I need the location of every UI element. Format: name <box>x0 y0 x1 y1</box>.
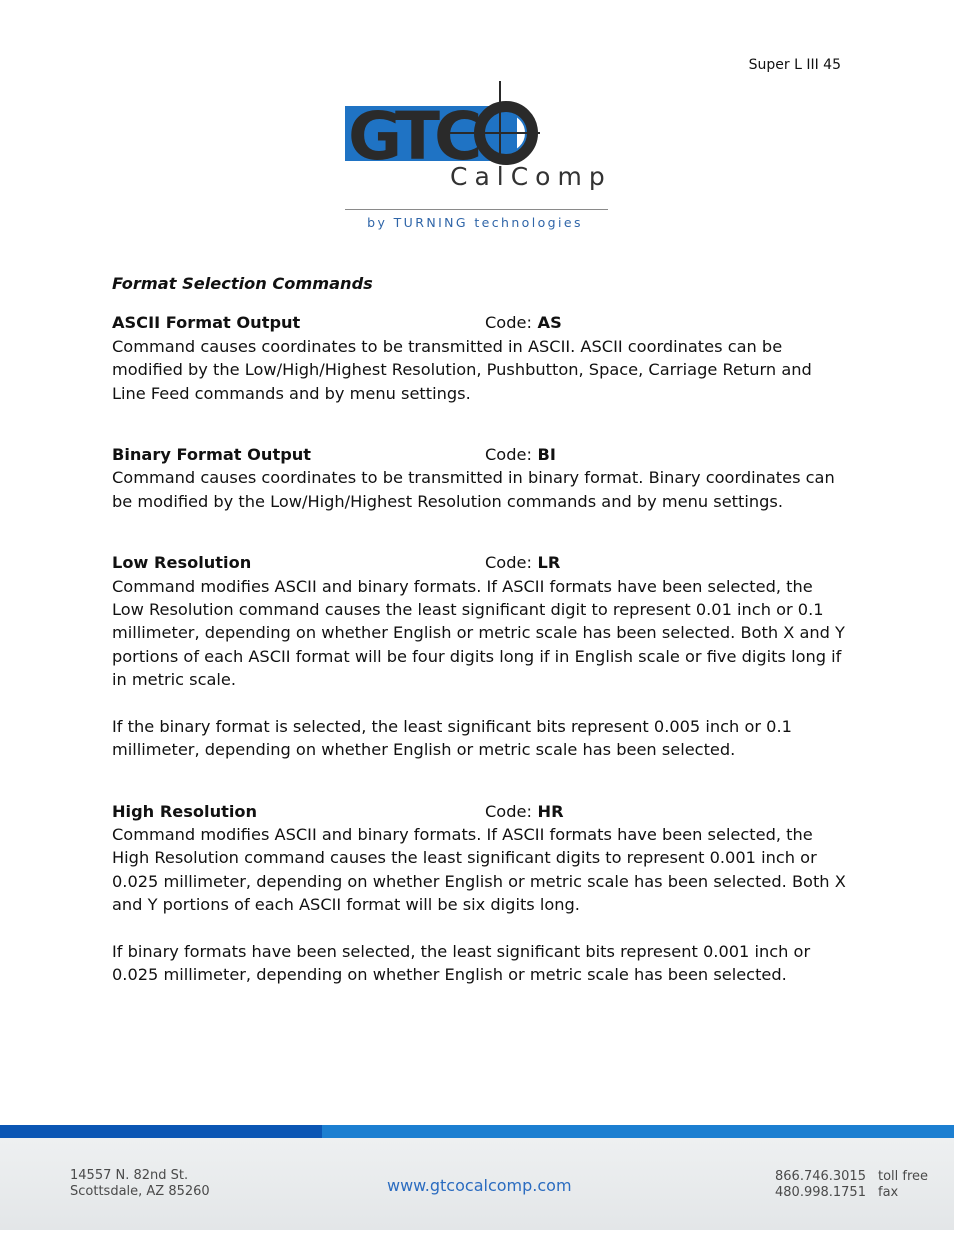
phone-number: 866.746.3015 <box>775 1169 866 1184</box>
command-binary-format <box>112 443 847 513</box>
command-description: Command modifies ASCII and binary formats. If ASCII formats have been selected, the High Resolution command causes the least significant digits to represent 0.001 inch or 0.025 millimeter, depending on whether English or metric scale has been selected. Both X and Y portions of each ASCII format will be six digits long. <box>112 824 846 915</box>
code-label: Code: <box>485 313 532 333</box>
command-description: Command modifies ASCII and binary formats. If ASCII formats have been selected, the Low Resolution command causes the least significant digit to represent 0.01 inch or 0.1 millimeter, depending on whether English or metric scale has been selected. Both X and Y portions of each ASCII format will be four digits long if in English scale or five digits long if in metric scale. <box>112 576 845 690</box>
logo-wordmark: CalComp <box>450 162 612 191</box>
document-body <box>112 272 847 986</box>
command-description: Command causes coordinates to be transmitted in binary format. Binary coordinates can be modified by the Low/High/Highest Resolution commands and by menu settings. <box>112 468 835 511</box>
command-name: High Resolution <box>112 801 258 821</box>
gtco-logo-mark <box>340 76 615 166</box>
code-label: Code: <box>485 801 532 821</box>
logo-divider <box>345 209 608 210</box>
command-code: AS <box>537 313 562 333</box>
footer-address <box>70 1168 210 1200</box>
phone-label: toll free <box>878 1169 929 1184</box>
command-code: HR <box>537 801 564 821</box>
command-code: LR <box>537 553 561 573</box>
page-number-label: Super L III 45 <box>748 57 841 73</box>
footer-phone-numbers <box>775 1169 866 1201</box>
footer-bar <box>0 1125 322 1138</box>
website-link[interactable]: www.gtcocalcomp.com <box>387 1176 572 1195</box>
command-description: If the binary format is selected, the least significant bits represent 0.005 inch or 0.1 millimeter, depending on whether English or metric scale has been selected. <box>112 716 792 760</box>
logo-tagline: by TURNING technologies <box>367 215 583 230</box>
command-description: Command causes coordinates to be transmitted in ASCII. ASCII coordinates can be modified by the Low/High/Highest Resolution, Pushbutton, Space, Carriage Return and Line Feed commands and by menu settings. <box>112 336 812 403</box>
command-name: ASCII Format Output <box>112 313 301 333</box>
command-high-resolution <box>112 800 847 987</box>
page-footer <box>0 1125 954 1235</box>
command-low-resolution <box>112 551 847 761</box>
code-label: Code: <box>485 445 532 465</box>
command-description: If binary formats have been selected, the least significant bits represent 0.001 inch or 0.025 millimeter, depending on whether English or metric scale has been selected. <box>112 941 811 984</box>
address-line: Scottsdale, AZ 85260 <box>70 1184 210 1199</box>
command-ascii-format <box>112 311 847 405</box>
command-name: Binary Format Output <box>112 445 312 465</box>
phone-label: fax <box>878 1185 899 1200</box>
command-code: BI <box>537 445 556 465</box>
address-line: 14557 N. 82nd St. <box>70 1168 189 1183</box>
footer-bar <box>322 1125 954 1138</box>
phone-number: 480.998.1751 <box>775 1185 866 1200</box>
logo-letters: GTC <box>348 98 477 166</box>
footer-phone-labels <box>878 1169 928 1201</box>
section-title: Format Selection Commands <box>112 274 373 293</box>
command-name: Low Resolution <box>112 553 252 573</box>
code-label: Code: <box>485 553 532 573</box>
footer-band <box>0 1138 954 1230</box>
company-logo <box>340 76 615 236</box>
